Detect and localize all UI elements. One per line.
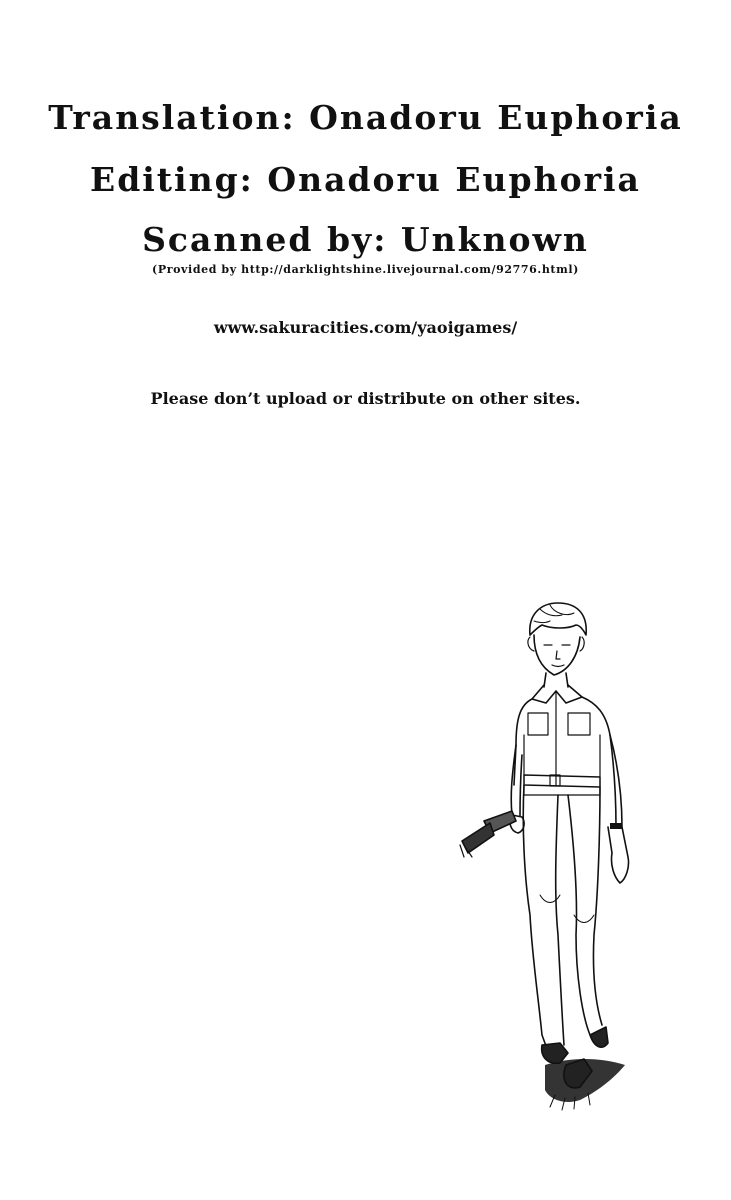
distribution-notice: Please don’t upload or distribute on other sites. <box>150 389 581 408</box>
provided-by-note: (Provided by http://darklightshine.livejournal.com/92776.html) <box>152 263 579 276</box>
website-url: www.sakuracities.com/yaoigames/ <box>213 318 518 337</box>
man-with-pistol-illustration <box>450 595 660 1115</box>
editing-credit: Editing: Onadoru Euphoria <box>90 160 641 199</box>
scanned-credit: Scanned by: Unknown <box>142 220 589 259</box>
translation-credit: Translation: Onadoru Euphoria <box>48 98 683 137</box>
